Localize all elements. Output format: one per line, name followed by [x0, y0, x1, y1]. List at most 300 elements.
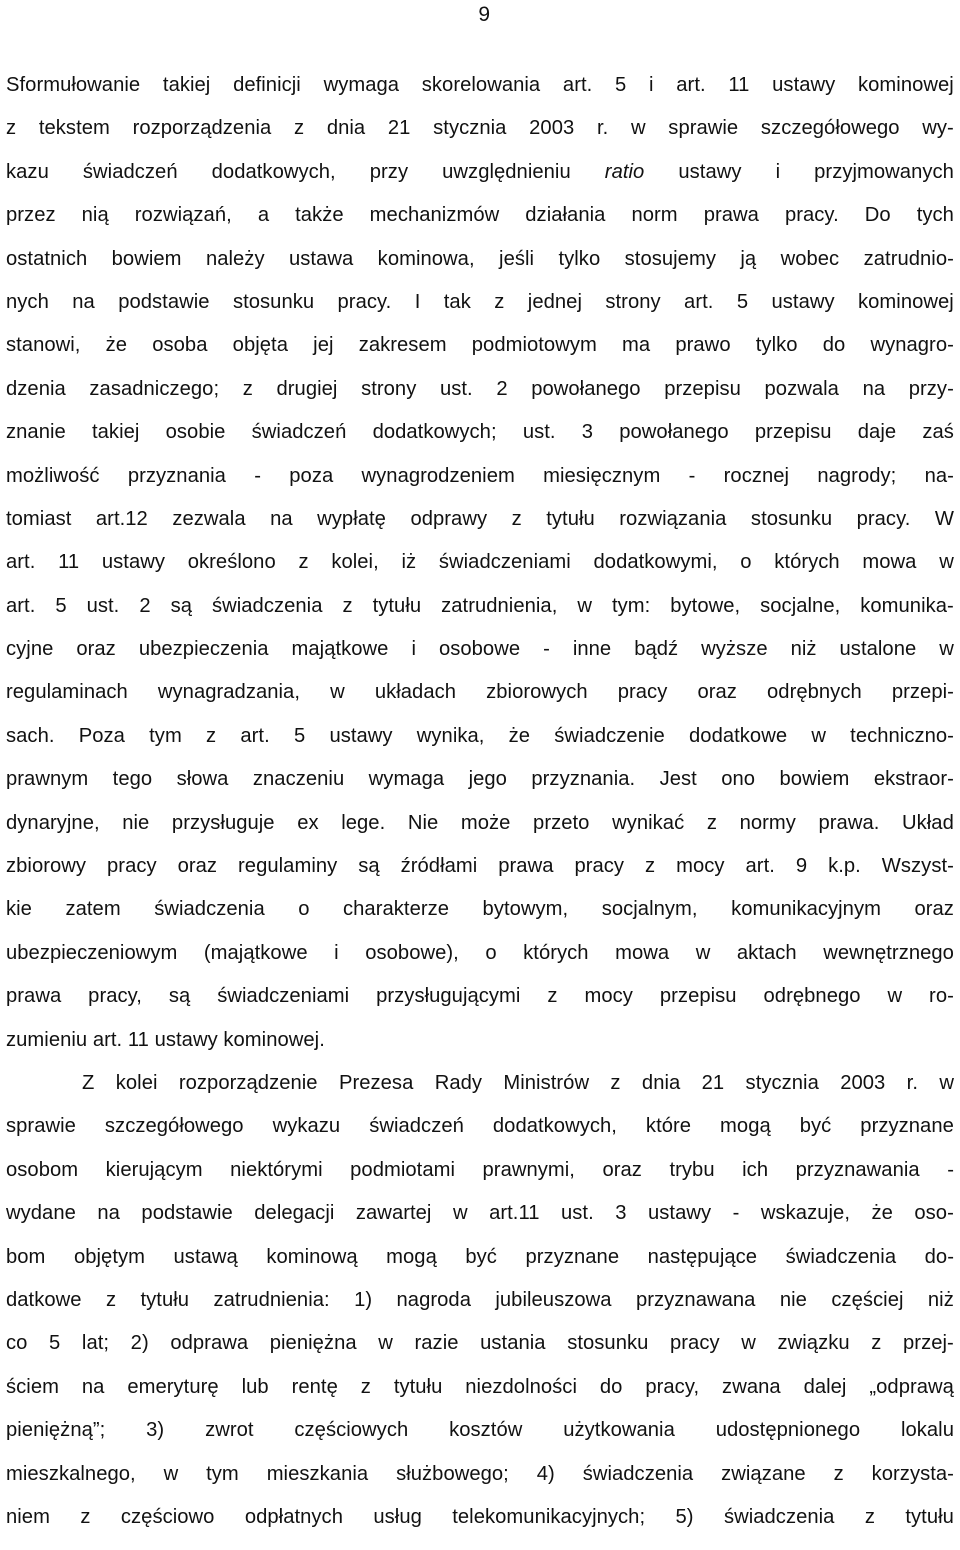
word: w: [452, 1202, 468, 1225]
word: 9: [795, 855, 808, 878]
word: 11: [58, 551, 80, 574]
word: sprawie: [668, 117, 739, 140]
word: na: [97, 1202, 120, 1225]
word: art.: [240, 724, 270, 747]
word: ekstraor-: [873, 768, 954, 791]
text-line: [6, 802, 954, 845]
word: że: [871, 1202, 893, 1225]
word: dzenia: [6, 377, 66, 400]
word: ustawy: [101, 551, 166, 574]
word: nagroda: [396, 1288, 471, 1311]
text-line: [6, 671, 954, 714]
word: przeto: [533, 811, 590, 834]
word: ust.: [522, 421, 556, 444]
word: z: [206, 724, 217, 747]
word: tym:: [611, 594, 651, 617]
word: 4): [536, 1462, 555, 1485]
word: świadczeń: [251, 421, 347, 444]
word: I: [414, 290, 421, 313]
word: ono: [721, 768, 756, 791]
word: bądź: [634, 638, 679, 661]
paragraph-2: [6, 1062, 954, 1539]
text-line: [6, 64, 954, 107]
word: osobie: [165, 421, 226, 444]
word: art.: [6, 594, 36, 617]
word: nie: [779, 1288, 807, 1311]
word: z: [242, 377, 253, 400]
word: takiej: [162, 74, 211, 96]
word: tym: [206, 1462, 239, 1485]
word: z: [494, 290, 505, 313]
word: jubileuszowa: [495, 1288, 612, 1311]
word: pracy,: [88, 985, 142, 1008]
word: dodatkowych,: [492, 1115, 617, 1138]
word: kominowej: [858, 74, 954, 96]
word: do-: [924, 1245, 954, 1268]
word: jeśli: [499, 247, 535, 270]
word: usług: [373, 1505, 422, 1528]
word: stycznia: [433, 117, 507, 140]
text-line: [6, 324, 954, 367]
word: drugiej: [276, 377, 338, 400]
word: rozporządzenia: [132, 117, 272, 140]
word: a: [257, 204, 270, 227]
word: wynagrodzeniem: [361, 464, 515, 487]
word: regulaminy: [238, 855, 338, 878]
word: kolei: [115, 1071, 158, 1094]
word: zatem: [65, 898, 121, 921]
word: i: [411, 638, 416, 661]
word: ściem: [6, 1375, 59, 1398]
word: 2: [139, 594, 151, 617]
word: zwrot: [205, 1419, 254, 1442]
word: świadczenia: [582, 1462, 694, 1485]
word: ustawy: [329, 724, 393, 747]
word: rozwiązań,: [134, 204, 232, 227]
word: inne: [572, 638, 612, 661]
word: ma: [622, 334, 651, 357]
word: pracy: [574, 855, 625, 878]
word: w: [330, 681, 345, 704]
word: na: [72, 290, 95, 313]
word: w: [811, 724, 826, 747]
word: wyższe: [701, 638, 768, 661]
word: ustalone: [839, 638, 917, 661]
word: z: [298, 551, 309, 574]
word: wynagradzania,: [157, 681, 300, 704]
word: kosztów: [449, 1419, 523, 1442]
word: zwana: [722, 1375, 781, 1398]
word: pracy,: [645, 1375, 700, 1398]
word: 5: [293, 724, 306, 747]
text-line: [6, 715, 954, 758]
word: nagrody;: [817, 464, 897, 487]
word: normy: [739, 811, 796, 834]
word: r.: [906, 1071, 918, 1094]
word: tylko: [558, 247, 601, 270]
word: art.11: [489, 1202, 540, 1225]
word: podstawie: [141, 1202, 233, 1225]
text-line: [6, 1149, 954, 1192]
page-number: 9: [478, 3, 490, 26]
text-line: [6, 975, 954, 1018]
word: tych: [916, 204, 954, 227]
word: z: [706, 811, 717, 834]
word: osobowe),: [365, 941, 459, 964]
word: wskazuje,: [760, 1202, 850, 1225]
word: z: [293, 117, 305, 140]
word: ją: [740, 247, 757, 270]
word: z: [871, 1332, 882, 1355]
word: ubezpieczenia: [138, 638, 269, 661]
word: z: [6, 117, 17, 140]
word: przepi-: [891, 681, 954, 704]
word: świadczenie: [554, 724, 665, 747]
word: na: [270, 507, 293, 530]
text-line: [6, 1366, 954, 1409]
word: prawa.: [818, 811, 880, 834]
word: stanowi,: [6, 334, 81, 357]
word: zakresem: [358, 334, 447, 357]
word: podstawie: [118, 290, 210, 313]
word: przyznania.: [531, 768, 636, 791]
word: przysługuje: [171, 811, 275, 834]
word: zbiorowy: [6, 855, 87, 878]
text-line: [6, 411, 954, 454]
word: ubezpieczeniowym: [6, 941, 178, 964]
paragraph-1: [6, 64, 954, 1062]
word: tytułu: [905, 1505, 954, 1528]
word: prawnymi,: [482, 1158, 575, 1181]
word: 11: [728, 74, 750, 96]
word: 21: [701, 1071, 725, 1094]
word: na-: [924, 464, 954, 487]
word: tytułu: [372, 594, 422, 617]
word: kierującym: [105, 1158, 203, 1181]
word: 5: [49, 1332, 61, 1355]
word: z: [342, 594, 353, 617]
word: uwzględnieniu: [442, 160, 571, 183]
word: 3): [146, 1419, 165, 1442]
word: że: [105, 334, 128, 357]
word: świadczenia: [785, 1245, 897, 1268]
word: prawa: [703, 204, 759, 227]
word: art.: [745, 855, 775, 878]
word: razie: [414, 1332, 459, 1355]
word: nie: [122, 811, 150, 834]
word: jego: [468, 768, 507, 791]
word: jej: [313, 334, 334, 357]
word: w: [939, 551, 954, 574]
word: świadczeń: [369, 1115, 464, 1138]
word: regulaminach: [6, 681, 128, 704]
word: niezdolności: [465, 1375, 577, 1398]
word: pracy: [617, 681, 668, 704]
text-line: zumieniu art. 11 ustawy kominowej.: [6, 1028, 325, 1051]
word: na: [81, 1375, 105, 1398]
word: zatrudnio-: [863, 247, 954, 270]
word: mowa: [862, 551, 917, 574]
word: świadczenia: [723, 1505, 835, 1528]
word: z: [547, 985, 558, 1008]
word: techniczno-: [850, 724, 954, 747]
word: prawo: [675, 334, 731, 357]
word: których: [774, 551, 840, 574]
text-line: [6, 1409, 954, 1452]
word: z: [833, 1462, 844, 1485]
word: pracy: [107, 855, 157, 878]
text-line: [6, 1322, 954, 1365]
word: dodatkowych;: [372, 421, 497, 444]
word: mieszkalnego,: [6, 1462, 136, 1485]
word: kolei,: [331, 551, 379, 574]
word: pracy.: [337, 290, 392, 313]
word: kominowej: [858, 290, 954, 313]
word: z: [645, 855, 656, 878]
word: z: [80, 1505, 91, 1528]
word: stosunku: [232, 290, 315, 313]
word: Jest: [659, 768, 697, 791]
text-line: [6, 932, 954, 975]
word: dodatkowymi,: [593, 551, 718, 574]
word: mogą: [720, 1115, 771, 1138]
word: skorelowania: [421, 74, 541, 96]
word: w: [939, 1071, 954, 1094]
word: osobom: [6, 1158, 79, 1181]
word: odpłatnych: [244, 1505, 343, 1528]
word: w: [939, 638, 954, 661]
word: 2: [496, 377, 508, 400]
word: 21: [387, 117, 411, 140]
word: znanie: [6, 421, 66, 444]
word: udostępnionego: [715, 1419, 861, 1442]
word: art.: [562, 74, 593, 96]
word: Nie: [407, 811, 439, 834]
word: związane: [721, 1462, 806, 1485]
word: świadczeniami: [217, 985, 350, 1008]
word: podmiotowym: [471, 334, 597, 357]
word: dodatkowe: [689, 724, 788, 747]
word: komunika-: [860, 594, 954, 617]
word: 3: [581, 421, 594, 444]
word: mieszkania: [266, 1462, 369, 1485]
word: prawa: [498, 855, 554, 878]
word: datkowe: [6, 1288, 82, 1311]
word: dnia: [326, 117, 366, 140]
word: „odprawą: [869, 1375, 954, 1398]
word: Do: [864, 204, 891, 227]
word: ustawą: [173, 1245, 238, 1268]
word: w: [378, 1332, 393, 1355]
word: przyjmowanych: [814, 160, 954, 183]
text-line: [6, 758, 954, 801]
word: mocy: [676, 855, 725, 878]
word: -: [688, 464, 696, 487]
word: w: [741, 1332, 756, 1355]
word: rozwiązania: [619, 507, 727, 530]
word: pracy: [670, 1332, 720, 1355]
word: norm: [631, 204, 678, 227]
word: art.: [6, 551, 36, 574]
word: zezwala: [172, 507, 246, 530]
text-line: [6, 238, 954, 281]
word: słowa: [176, 768, 229, 791]
word: szczegółowego: [760, 117, 900, 140]
word: ust.: [86, 594, 120, 617]
text-line: [6, 1192, 954, 1235]
word: socjalnym,: [601, 898, 698, 921]
word: daje: [857, 421, 897, 444]
word: mocy: [584, 985, 633, 1008]
text-line: [6, 151, 954, 194]
word: nią: [81, 204, 109, 227]
text-line: [6, 1496, 954, 1539]
text-line: [6, 541, 954, 584]
word: tym: [149, 724, 182, 747]
word: przyznawana: [635, 1288, 756, 1311]
word: które: [645, 1115, 692, 1138]
word: szczegółowego: [104, 1115, 244, 1138]
word: może: [460, 811, 511, 834]
word: przepisu: [754, 421, 832, 444]
word: Z: [82, 1071, 95, 1094]
word: stycznia: [745, 1071, 819, 1094]
word: 5: [615, 74, 627, 96]
word: o: [740, 551, 752, 574]
word: określono: [187, 551, 276, 574]
word: których: [523, 941, 589, 964]
latin-term: ratio: [604, 160, 645, 183]
word: jednej: [527, 290, 582, 313]
word: niektórymi: [230, 1158, 323, 1181]
word: ustawa: [289, 247, 354, 270]
word: ustawy: [678, 160, 742, 183]
word: -: [947, 1158, 954, 1181]
word: osobowe: [438, 638, 521, 661]
word: lokalu: [900, 1419, 954, 1442]
text-line: [6, 1062, 954, 1105]
word: oraz: [697, 681, 737, 704]
word: majątkowe: [291, 638, 389, 661]
word: znaczeniu: [252, 768, 345, 791]
word: lege.: [341, 811, 386, 834]
word: ustania: [480, 1332, 546, 1355]
text-line: [6, 281, 954, 324]
word: z: [360, 1375, 371, 1398]
word: dynaryjne,: [6, 811, 100, 834]
text-line: [6, 107, 954, 150]
word: objęta: [232, 334, 288, 357]
word: wynikać: [612, 811, 685, 834]
word: sach.: [6, 724, 55, 747]
word: wydane: [6, 1202, 76, 1225]
word: do: [599, 1375, 623, 1398]
word: częściej: [831, 1288, 904, 1311]
word: zasadniczego;: [89, 377, 220, 400]
word: kazu: [6, 160, 49, 183]
word: z: [105, 1288, 117, 1311]
text-line: [6, 1105, 954, 1148]
word: co: [6, 1332, 28, 1355]
word: lub: [241, 1375, 269, 1398]
word: pieniężną”;: [6, 1419, 106, 1442]
word: tytułu: [140, 1288, 190, 1311]
word: niż: [927, 1288, 954, 1311]
word: ro-: [929, 985, 954, 1008]
word: powołanego: [619, 421, 729, 444]
word: telekomunikacyjnych;: [452, 1505, 646, 1528]
word: przy-: [908, 377, 954, 400]
word: tomiast: [6, 507, 72, 530]
word: zatrudnienia,: [441, 594, 558, 617]
word: z: [610, 1071, 621, 1094]
word: wy-: [922, 117, 954, 140]
word: r.: [596, 117, 609, 140]
word: zbiorowych: [486, 681, 588, 704]
word: pieniężna: [269, 1332, 357, 1355]
word: ust.: [561, 1202, 594, 1225]
word: -: [254, 464, 262, 487]
word: (majątkowe: [203, 941, 308, 964]
word: przyznania: [127, 464, 226, 487]
word: korzysta-: [871, 1462, 954, 1485]
word: emeryturę: [127, 1375, 219, 1398]
word: być: [465, 1245, 497, 1268]
word: w: [163, 1462, 179, 1485]
word: wymaga: [323, 74, 400, 96]
word: wymaga: [368, 768, 445, 791]
word: bytowe,: [670, 594, 741, 617]
word: ust.: [439, 377, 473, 400]
word: oraz: [914, 898, 954, 921]
word: wynagro-: [870, 334, 954, 357]
word: trybu: [669, 1158, 715, 1181]
word: przez: [6, 204, 56, 227]
word: tytułu: [393, 1375, 443, 1398]
word: odprawy: [410, 507, 488, 530]
word: -: [543, 638, 550, 661]
word: podmiotami: [350, 1158, 456, 1181]
word: charakterze: [343, 898, 450, 921]
word: przepisu: [659, 985, 737, 1008]
word: w: [577, 594, 592, 617]
word: socjalne,: [760, 594, 841, 617]
word: następujące: [647, 1245, 758, 1268]
word: w: [887, 985, 903, 1008]
word: nych: [6, 290, 49, 313]
word: odrębnego: [763, 985, 861, 1008]
word: 5: [736, 290, 749, 313]
word: pracy.: [856, 507, 911, 530]
word: pracy.: [784, 204, 839, 227]
text-line: [6, 845, 954, 888]
text-line: [6, 368, 954, 411]
word: lat;: [81, 1332, 110, 1355]
word: zawartej: [355, 1202, 432, 1225]
word: przej-: [903, 1332, 954, 1355]
word: 2003: [529, 117, 575, 140]
word: ustawy: [648, 1202, 712, 1225]
word: ustawy: [772, 74, 836, 96]
word: o: [485, 941, 497, 964]
word: należy: [205, 247, 265, 270]
word: delegacji: [254, 1202, 335, 1225]
word: przyznane: [860, 1115, 954, 1138]
word: przysługującymi: [376, 985, 521, 1008]
word: o: [298, 898, 310, 921]
word: także: [295, 204, 344, 227]
word: ex: [297, 811, 319, 834]
